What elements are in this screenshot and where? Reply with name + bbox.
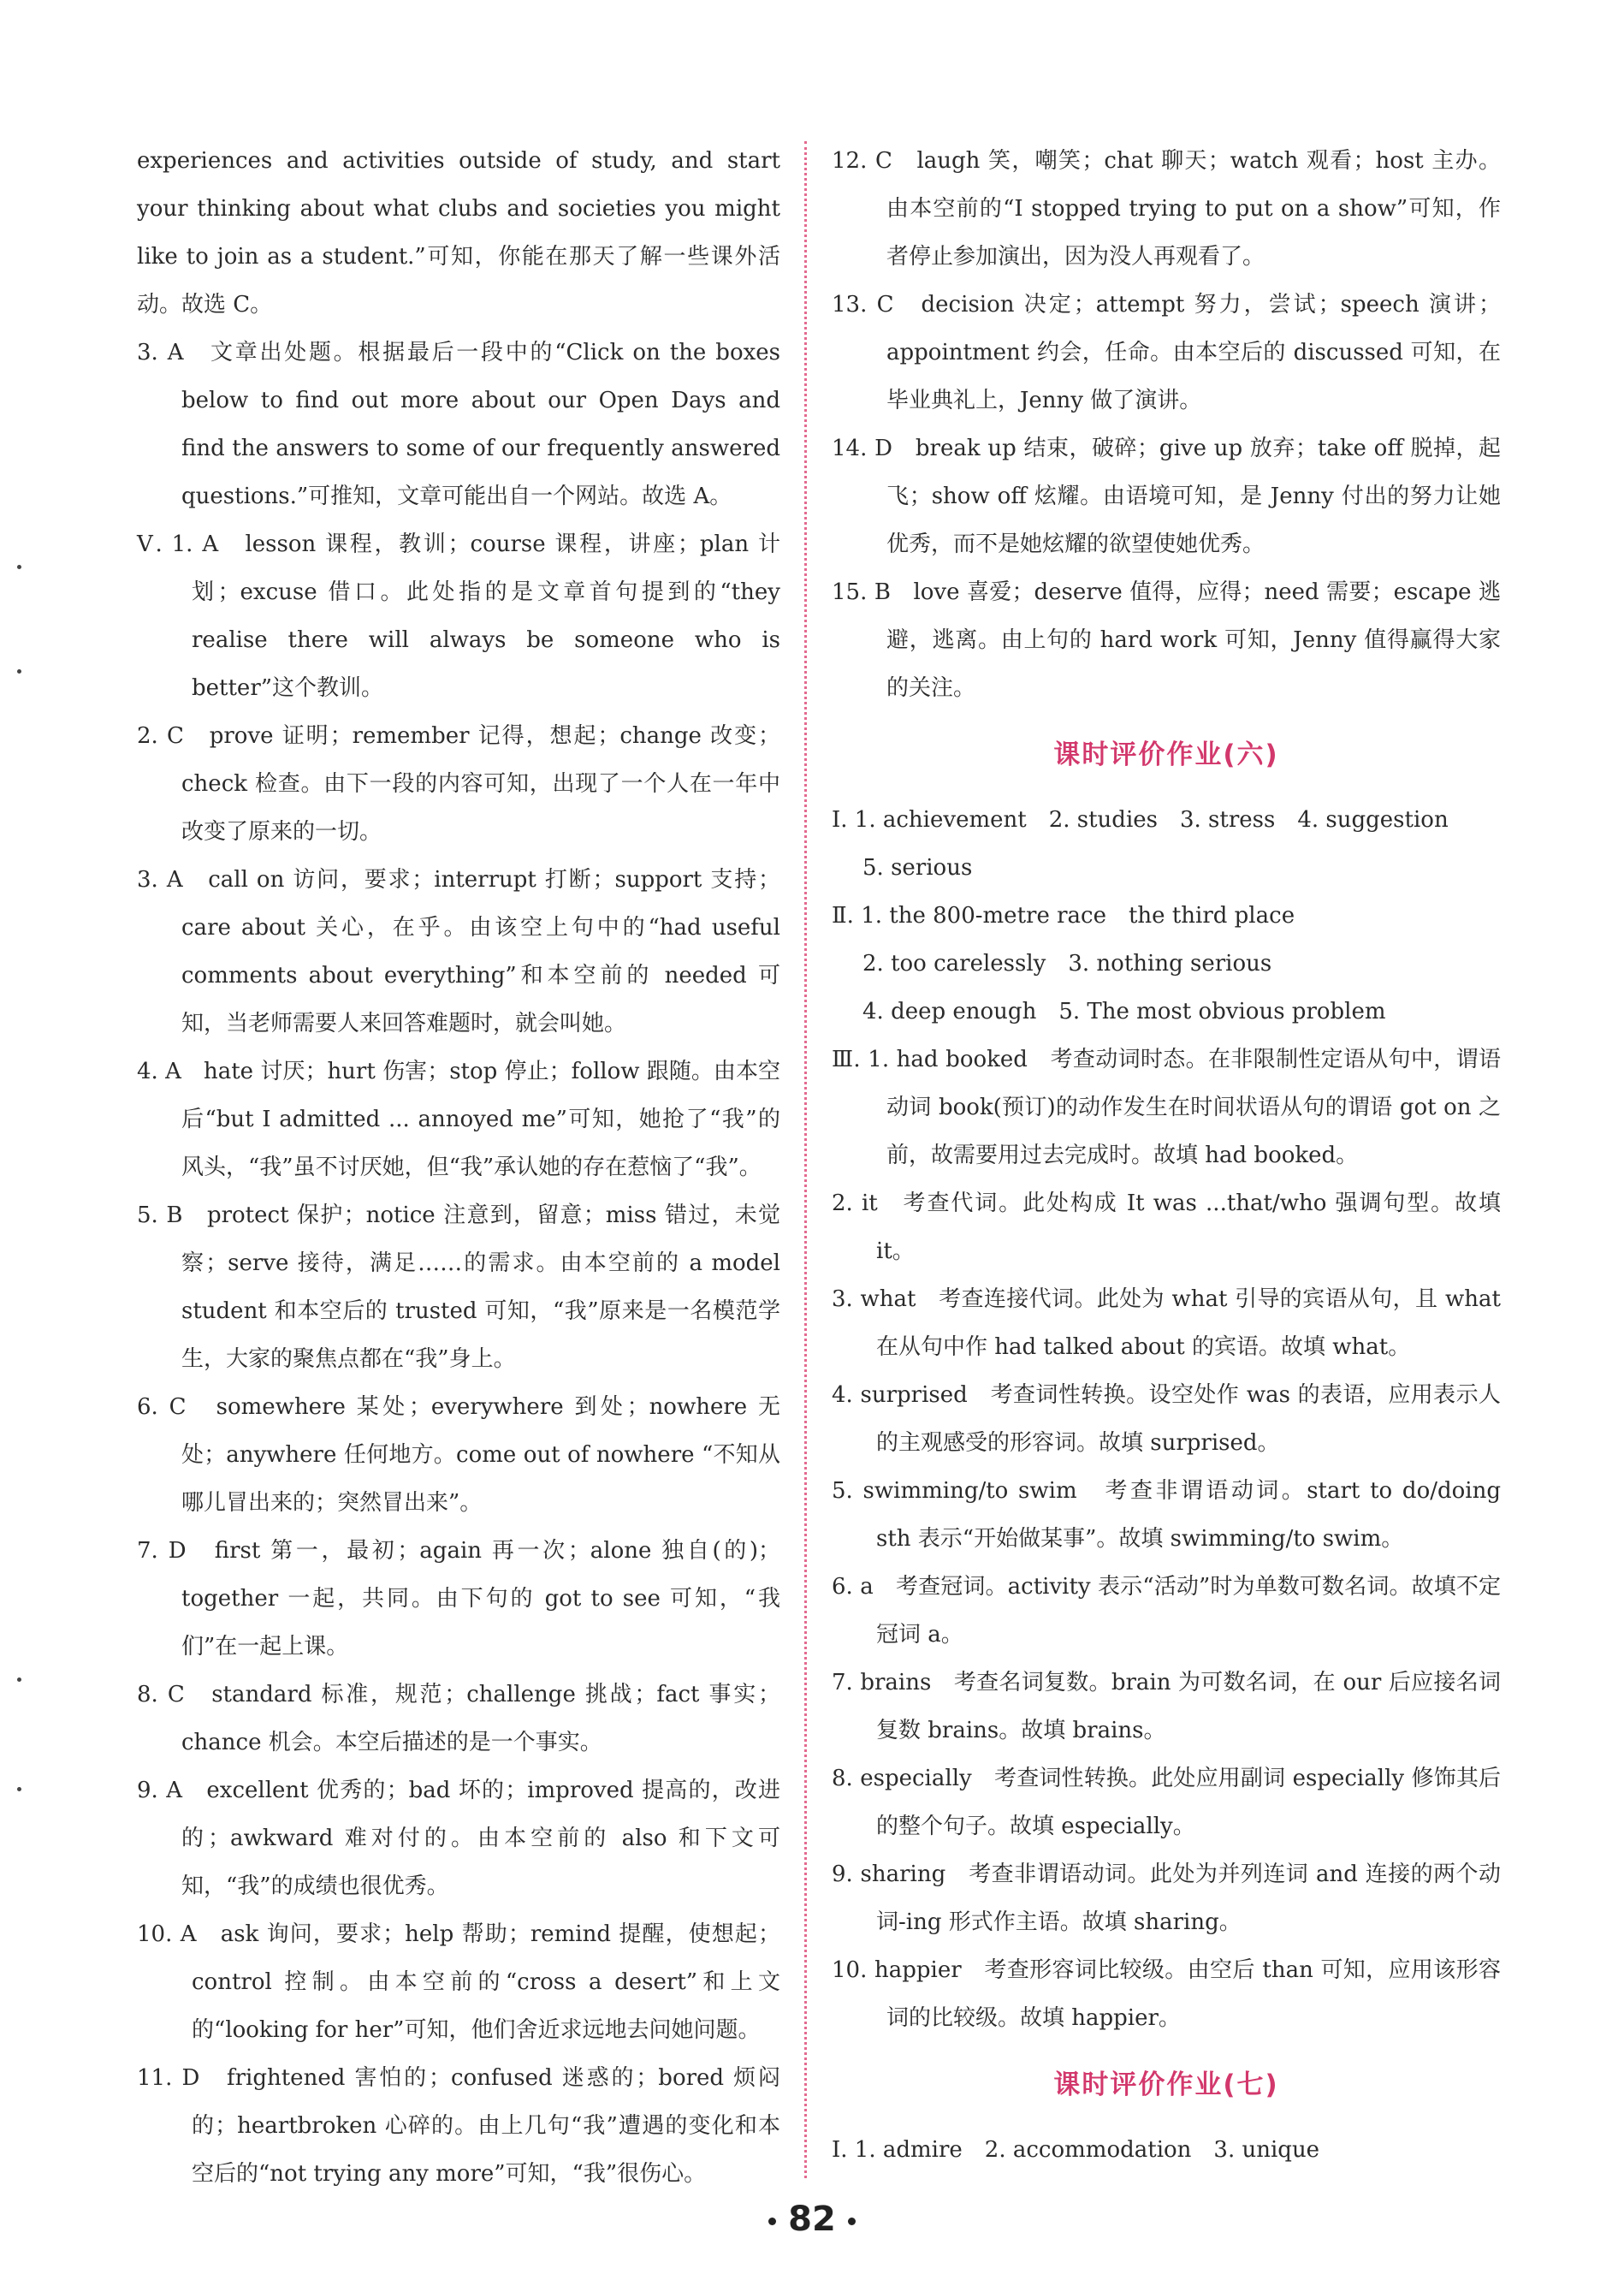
answer-item: 3. A call on 访问，要求；interrupt 打断；support 支持；care about 关心，在乎。由该空上句中的“had useful comments about everything”和本空前的 needed 可知，当老师需要人来回答难题时，就会叫她。 xyxy=(137,867,780,1036)
answers-continued xyxy=(832,137,1501,712)
answer-item: 2. it 考查代词。此处构成 It was ...that/who 强调句型。故填 it。 xyxy=(832,1191,1501,1264)
answer-item: Ⅲ. 1. had booked 考查动词时态。在非限制性定语从句中，谓语动词 book(预订)的动作发生在时间状语从句的谓语 got on 之前，故需要用过去完成时。故填 had booked。 xyxy=(832,1047,1501,1168)
edge-mark xyxy=(17,669,21,674)
answer-item: 7. brains 考查名词复数。brain 为可数名词，在 our 后应接名词复数 brains。故填 brains。 xyxy=(832,1670,1501,1743)
answer-item: Ⅱ. 1. the 800-metre race the third place xyxy=(832,903,1295,929)
left-column xyxy=(137,137,780,2198)
section-7-answers xyxy=(832,2126,1501,2174)
edge-mark xyxy=(17,565,21,569)
answer-item: 7. D first 第一，最初；again 再一次；alone 独自(的)；together 一起，共同。由下句的 got to see 可知，“我们”在一起上课。 xyxy=(137,1538,780,1660)
answer-item: 11. D frightened 害怕的；confused 迷惑的；bored 烦闷的；heartbroken 心碎的。由上几句“我”遭遇的变化和本空后的“not trying any more”可知，“我”很伤心。 xyxy=(137,2065,780,2187)
answer-item: 5. B protect 保护；notice 注意到，留意；miss 错过，未觉察；serve 接待，满足……的需求。由本空前的 a model student 和本空后的 trusted 可知，“我”原来是一名模范学生，大家的聚焦点都在“我”身上。 xyxy=(137,1202,780,1372)
answer-item: 6. C somewhere 某处；everywhere 到处；nowhere 无处；anywhere 任何地方。come out of nowhere “不知从哪儿冒出来的；突然冒出来”。 xyxy=(137,1394,780,1516)
answer-item: 10. A ask 询问，要求；help 帮助；remind 提醒，使想起；control 控制。由本空前的“cross a desert”和上文的“looking for her”可知，他们舍近求远地去问她问题。 xyxy=(137,1921,780,2043)
page-number-value: 82 xyxy=(788,2200,836,2239)
answer-item: Ⅰ. 1. admire 2. accommodation 3. unique xyxy=(832,2137,1320,2163)
answer-item: experiences and activities outside of study, and start your thinking about what clubs and societies you might like to join as a student.”可知，你能在那天了解一些课外活动。故选 C。 xyxy=(137,148,780,318)
bullet-dot-icon xyxy=(768,2218,776,2225)
column-divider xyxy=(804,141,807,2178)
answer-item: 5. swimming/to swim 考查非谓语动词。start to do/doing sth 表示“开始做某事”。故填 swimming/to swim。 xyxy=(832,1478,1501,1552)
answer-item: 3. A 文章出处题。根据最后一段中的“Click on the boxes below to find out more about our Open Days and find the answers to some of our frequently answered questions.”可推知，文章可能出自一个网站。故选 A。 xyxy=(137,340,780,509)
answer-item: 9. A excellent 优秀的；bad 坏的；improved 提高的，改进的；awkward 难对付的。由本空前的 also 和下文可知，“我”的成绩也很优秀。 xyxy=(137,1778,780,1899)
right-column xyxy=(832,137,1501,2174)
answer-item: 6. a 考查冠词。activity 表示“活动”时为单数可数名词。故填不定冠词 a。 xyxy=(832,1574,1501,1648)
page-number xyxy=(0,2200,1624,2239)
answer-item: Ⅴ. 1. A lesson 课程，教训；course 课程，讲座；plan 计划；excuse 借口。此处指的是文章首句提到的“they realise there will always be someone who is better”这个教训。 xyxy=(137,531,780,701)
answer-item: Ⅰ. 1. achievement 2. studies 3. stress 4. suggestion xyxy=(832,807,1449,833)
bullet-dot-icon xyxy=(848,2218,856,2225)
answer-item: 4. surprised 考查词性转换。设空处作 was 的表语，应用表示人的主观感受的形容词。故填 surprised。 xyxy=(832,1382,1501,1456)
edge-mark xyxy=(17,1677,21,1682)
answer-item: 4. deep enough 5. The most obvious problem xyxy=(862,999,1386,1024)
section-title-6: 课时评价作业(六) xyxy=(1053,739,1279,770)
answer-item: 4. A hate 讨厌；hurt 伤害；stop 停止；follow 跟随。由本空后“but I admitted ... annoyed me”可知，她抢了“我”的风头，“我”虽不讨厌她，但“我”承认她的存在惹恼了“我”。 xyxy=(137,1059,780,1180)
answer-item: 15. B love 喜爱；deserve 值得，应得；need 需要；escape 逃避，逃离。由上句的 hard work 可知，Jenny 值得赢得大家的关注。 xyxy=(832,579,1501,701)
section-title-7: 课时评价作业(七) xyxy=(1053,2069,1279,2100)
edge-mark xyxy=(17,1787,21,1791)
answer-item: 14. D break up 结束，破碎；give up 放弃；take off 脱掉，起飞；show off 炫耀。由语境可知，是 Jenny 付出的努力让她优秀，而不是她炫耀的欲望使她优秀。 xyxy=(832,436,1501,557)
answer-item: 13. C decision 决定；attempt 努力，尝试；speech 演讲；appointment 约会，任命。由本空后的 discussed 可知，在毕业典礼上，Jenny 做了演讲。 xyxy=(832,292,1501,413)
section-6-answers xyxy=(832,796,1501,2042)
answer-item: 12. C laugh 笑，嘲笑；chat 聊天；watch 观看；host 主办。由本空前的“I stopped trying to put on a show”可知，作者停止参加演出，因为没人再观看了。 xyxy=(832,148,1501,270)
answer-item: 8. C standard 标准，规范；challenge 挑战；fact 事实；chance 机会。本空后描述的是一个事实。 xyxy=(137,1682,780,1755)
answer-item: 5. serious xyxy=(862,855,973,881)
answer-item: 9. sharing 考查非谓语动词。此处为并列连词 and 连接的两个动词-ing 形式作主语。故填 sharing。 xyxy=(832,1862,1501,1935)
answer-item: 2. too carelessly 3. nothing serious xyxy=(862,951,1272,977)
answer-item: 3. what 考查连接代词。此处为 what 引导的宾语从句，且 what 在从句中作 had talked about 的宾语。故填 what。 xyxy=(832,1286,1501,1360)
answer-item: 10. happier 考查形容词比较级。由空后 than 可知，应用该形容词的比较级。故填 happier。 xyxy=(832,1957,1501,2031)
answer-item: 8. especially 考查词性转换。此处应用副词 especially 修饰其后的整个句子。故填 especially。 xyxy=(832,1766,1501,1839)
answer-item: 2. C prove 证明；remember 记得，想起；change 改变；check 检查。由下一段的内容可知，出现了一个人在一年中改变了原来的一切。 xyxy=(137,723,780,845)
